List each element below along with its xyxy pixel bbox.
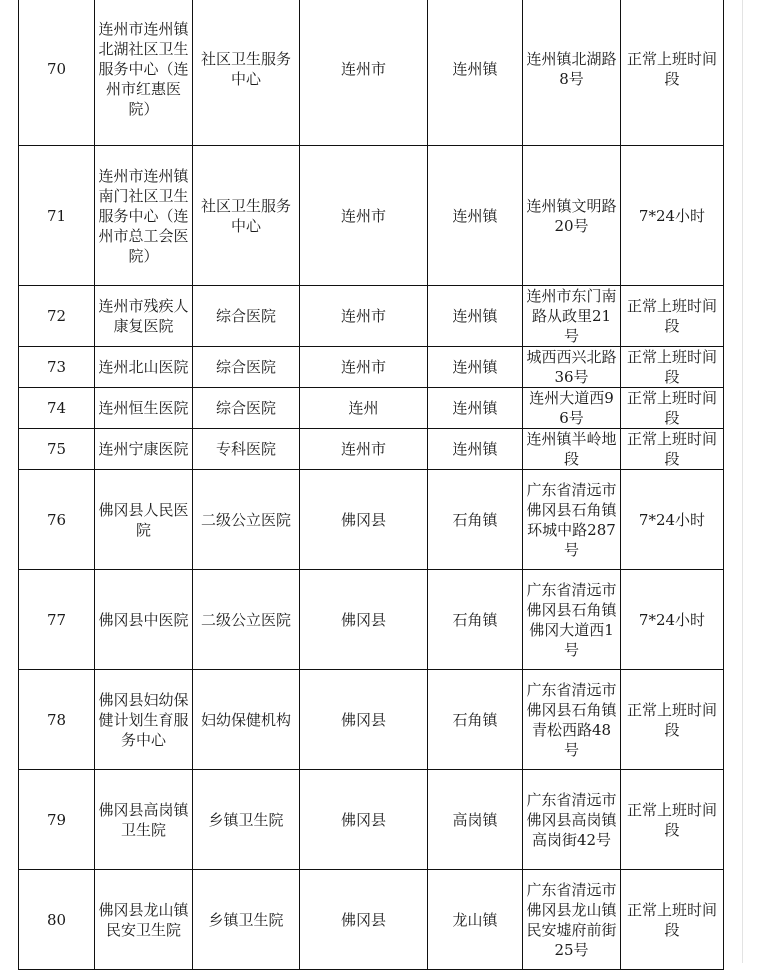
hospital-type: 综合医院 [193, 286, 300, 347]
table-row [19, 670, 724, 770]
table-row [19, 870, 724, 970]
hospital-type: 社区卫生服务中心 [193, 0, 300, 146]
city: 连州市 [300, 429, 428, 470]
town: 连州镇 [428, 286, 523, 347]
service-hours: 正常上班时间段 [621, 347, 724, 388]
address: 连州镇半岭地段 [523, 429, 621, 470]
hospital-type: 社区卫生服务中心 [193, 146, 300, 286]
service-hours: 正常上班时间段 [621, 770, 724, 870]
hospital-name: 佛冈县妇幼保健计划生育服务中心 [95, 670, 193, 770]
hospital-type: 专科医院 [193, 429, 300, 470]
row-number: 77 [19, 570, 95, 670]
city: 佛冈县 [300, 770, 428, 870]
town: 连州镇 [428, 347, 523, 388]
scrollbar-edge [742, 0, 743, 963]
address: 连州市东门南路从政里21号 [523, 286, 621, 347]
address: 连州镇文明路20号 [523, 146, 621, 286]
hospital-name: 佛冈县中医院 [95, 570, 193, 670]
row-number: 79 [19, 770, 95, 870]
town: 连州镇 [428, 429, 523, 470]
service-hours: 正常上班时间段 [621, 286, 724, 347]
town: 龙山镇 [428, 870, 523, 970]
service-hours: 7*24小时 [621, 146, 724, 286]
city: 连州市 [300, 0, 428, 146]
hospital-name: 连州市残疾人康复医院 [95, 286, 193, 347]
service-hours: 正常上班时间段 [621, 388, 724, 429]
table-row [19, 429, 724, 470]
service-hours: 正常上班时间段 [621, 870, 724, 970]
table-row [19, 470, 724, 570]
hospital-type: 二级公立医院 [193, 470, 300, 570]
hospital-type: 综合医院 [193, 388, 300, 429]
service-hours: 正常上班时间段 [621, 429, 724, 470]
city: 佛冈县 [300, 670, 428, 770]
table-row [19, 388, 724, 429]
table-row [19, 347, 724, 388]
address: 广东省清远市佛冈县石角镇环城中路287号 [523, 470, 621, 570]
town: 石角镇 [428, 570, 523, 670]
service-hours: 正常上班时间段 [621, 0, 724, 146]
town: 连州镇 [428, 388, 523, 429]
town: 连州镇 [428, 0, 523, 146]
table-row [19, 0, 724, 146]
row-number: 74 [19, 388, 95, 429]
service-hours: 正常上班时间段 [621, 670, 724, 770]
city: 连州市 [300, 146, 428, 286]
hospital-type: 综合医院 [193, 347, 300, 388]
row-number: 80 [19, 870, 95, 970]
row-number: 71 [19, 146, 95, 286]
service-hours: 7*24小时 [621, 470, 724, 570]
hospital-type: 乡镇卫生院 [193, 770, 300, 870]
hospital-name: 连州市连州镇南门社区卫生服务中心（连州市总工会医院） [95, 146, 193, 286]
hospital-name: 佛冈县高岗镇卫生院 [95, 770, 193, 870]
town: 石角镇 [428, 470, 523, 570]
table-row [19, 286, 724, 347]
table-row [19, 146, 724, 286]
city: 佛冈县 [300, 870, 428, 970]
hospital-name: 连州市连州镇北湖社区卫生服务中心（连州市红惠医院） [95, 0, 193, 146]
hospital-name: 连州宁康医院 [95, 429, 193, 470]
address: 广东省清远市佛冈县石角镇青松西路48号 [523, 670, 621, 770]
row-number: 70 [19, 0, 95, 146]
address: 连州大道西96号 [523, 388, 621, 429]
hospital-name: 连州北山医院 [95, 347, 193, 388]
address: 广东省清远市佛冈县龙山镇民安墟府前街25号 [523, 870, 621, 970]
address: 连州镇北湖路8号 [523, 0, 621, 146]
address: 城西西兴北路36号 [523, 347, 621, 388]
hospital-type: 妇幼保健机构 [193, 670, 300, 770]
city: 连州市 [300, 286, 428, 347]
hospital-type: 二级公立医院 [193, 570, 300, 670]
row-number: 75 [19, 429, 95, 470]
scrollbar-track[interactable] [740, 0, 764, 963]
address: 广东省清远市佛冈县石角镇佛冈大道西1号 [523, 570, 621, 670]
city: 佛冈县 [300, 470, 428, 570]
hospital-name: 连州恒生医院 [95, 388, 193, 429]
hospital-name: 佛冈县人民医院 [95, 470, 193, 570]
town: 石角镇 [428, 670, 523, 770]
hospital-type: 乡镇卫生院 [193, 870, 300, 970]
town: 高岗镇 [428, 770, 523, 870]
row-number: 73 [19, 347, 95, 388]
city: 连州市 [300, 347, 428, 388]
city: 佛冈县 [300, 570, 428, 670]
hospital-table [18, 0, 724, 970]
table-row [19, 770, 724, 870]
city: 连州 [300, 388, 428, 429]
town: 连州镇 [428, 146, 523, 286]
service-hours: 7*24小时 [621, 570, 724, 670]
row-number: 78 [19, 670, 95, 770]
row-number: 76 [19, 470, 95, 570]
address: 广东省清远市佛冈县高岗镇高岗街42号 [523, 770, 621, 870]
table-row [19, 570, 724, 670]
row-number: 72 [19, 286, 95, 347]
hospital-name: 佛冈县龙山镇民安卫生院 [95, 870, 193, 970]
